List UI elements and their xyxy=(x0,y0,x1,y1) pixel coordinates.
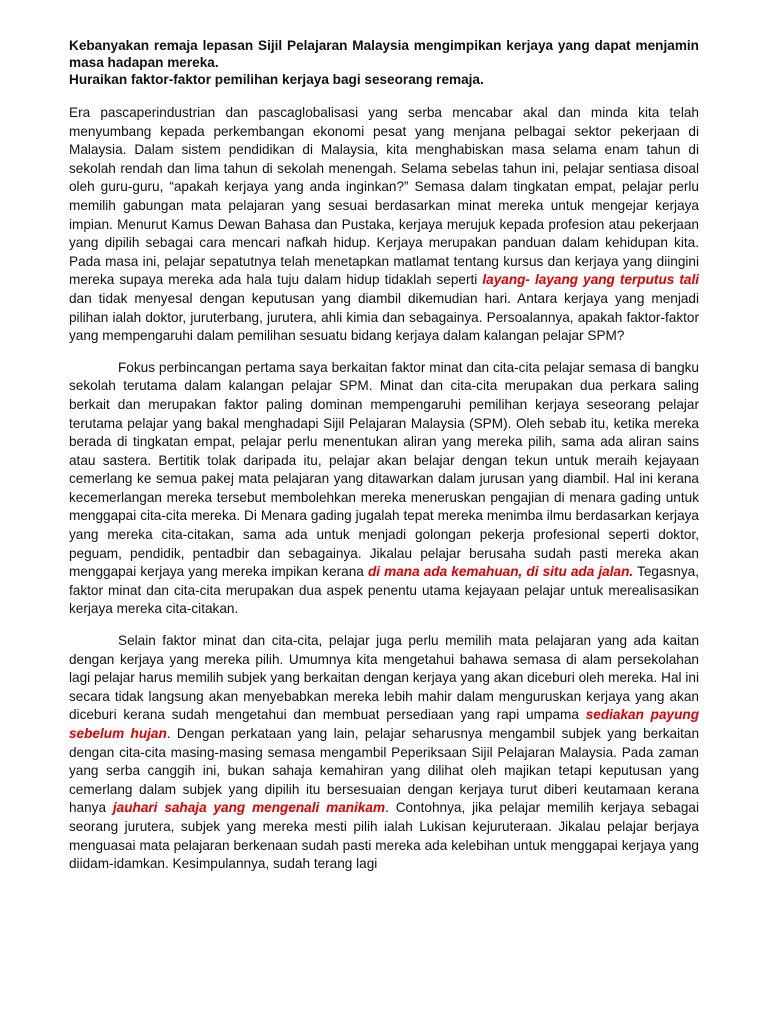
paragraph-text: . Contohnya, jika pelajar memilih kerjaya sebagai seorang jurutera, subjek yang mereka mesti pilih ialah Lukisan kejuruteraan. Jikalau pelajar berjaya menguasai mata pelajaran berkenaan sudah pasti mereka ada kelebihan untuk menggapai kerjaya yang diidam-idamkan. Kesimpulannya, sudah terang lagi xyxy=(69,800,699,872)
question-instruction: Huraikan faktor-faktor pemilihan kerjaya bagi seseorang remaja. xyxy=(69,72,484,88)
paragraph-text: Fokus perbincangan pertama saya berkaitan faktor minat dan cita-cita pelajar semasa di bangku sekolah terutama dalam kalangan pelajar SPM. Minat dan cita-cita merupakan dua perkara saling berkait dan merupakan faktor paling dominan mempengaruhi pemilihan kerjaya seseorang pelajar terutama pelajar yang bakal menghadapi Sijil Pelajaran Malaysia (SPM). Oleh sebab itu, ketika mereka berada di tingkatan empat, pelajar perlu menentukan aliran yang mereka pilih, sama ada aliran sains atau sastera. Bertitik tolak daripada itu, pelajar akan belajar dengan tekun untuk meraih kejayaan cemerlang ke semua pakej mata pelajaran yang ditawarkan dalam jurusan yang diambil. Hal ini kerana kecemerlangan mereka tersebut membolehkan mereka meneruskan pengajian di menara gading untuk menggapai cita-cita mereka. Di Menara gading jugalah tepat mereka menimba ilmu berdasarkan kerjaya yang mereka cita-citakan, sama ada untuk menjadi golongan pekerja profesional seperti doktor, peguam, pendidik, pentadbir dan sebagainya. Jikalau pelajar berusaha sudah pasti mereka akan menggapai kerjaya yang mereka impikan kerana xyxy=(69,359,699,580)
paragraph-text: . Dengan perkataan yang lain, pelajar seharusnya mengambil subjek yang berkaitan dengan cita-cita masing-masing semasa mengambil Peperiksaan Sijil Pelajaran Malaysia. Pada zaman yang serba canggih ini, bukan sahaja kemahiran yang dilihat oleh majikan tetapi keputusan yang cemerlang dalam subjek yang dipilih itu bersesuaian dengan kerjaya turut diberi keutamaan kerana hanya xyxy=(69,726,699,816)
essay-body xyxy=(69,104,699,887)
highlighted-proverb: jauhari sahaja yang mengenali manikam xyxy=(112,800,386,816)
paragraph-text: Tegasnya, faktor minat dan cita-cita merupakan dua aspek penentu utama kejayaan pelajar untuk merealisasikan kerjaya mereka cita-citakan. xyxy=(69,564,700,617)
essay-question xyxy=(69,37,699,89)
paragraph-point-one xyxy=(69,359,699,619)
paragraph-text: dan tidak menyesal dengan keputusan yang diambil dikemudian hari. Antara kerjaya yang menjadi pilihan ialah doktor, juruterbang, jurutera, ahli kimia dan sebagainya. Persoalannya, apakah faktor-faktor yang mempengaruhi dalam pemilihan sesuatu bidang kerjaya dalam kalangan pelajar SPM? xyxy=(69,290,699,344)
question-statement: Kebanyakan remaja lepasan Sijil Pelajaran Malaysia mengimpikan kerjaya yang dapat menjamin masa hadapan mereka. xyxy=(69,38,699,71)
highlighted-proverb: layang- layang yang terputus tali xyxy=(482,272,700,288)
highlighted-proverb: sediakan payung sebelum hujan xyxy=(69,707,700,741)
paragraph-text: Selain faktor minat dan cita-cita, pelajar juga perlu memilih mata pelajaran yang ada kaitan dengan kerjaya yang mereka pilih. Umumnya kita mengetahui bahawa semasa di alam persekolahan lagi pelajar harus memilih subjek yang berkaitan dengan kerjaya yang akan diceburi oleh mereka. Hal ini secara tidak langsung akan menyebabkan mereka lebih mahir dalam menguruskan kerjaya yang akan diceburi kerana sudah mengetahui dan membuat persediaan yang rapi umpama xyxy=(69,633,699,723)
paragraph-introduction xyxy=(69,104,699,346)
paragraph-point-two xyxy=(69,632,699,874)
highlighted-proverb: di mana ada kemahuan, di situ ada jalan. xyxy=(367,564,634,580)
paragraph-text: Era pascaperindustrian dan pascaglobalisasi yang serba mencabar akal dan minda kita telah menyumbang kepada perkembangan ekonomi pesat yang menjana pelbagai sektor pekerjaan di Malaysia. Dalam sistem pendidikan di Malaysia, kita menghabiskan masa selama enam tahun di sekolah rendah dan lima tahun di sekolah menengah. Selama sebelas tahun ini, pelajar sentiasa disoal oleh guru-guru, “apakah kerjaya yang anda inginkan?” Semasa dalam tingkatan empat, pelajar perlu memilih gabungan mata pelajaran yang sesuai berdasarkan minat mereka untuk mengejar kerjaya impian. Menurut Kamus Dewan Bahasa dan Pustaka, kerjaya merujuk kepada profesion atau pekerjaan yang dipilih sebagai cara mencari nafkah hidup. Kerjaya merupakan panduan dalam kehidupan kita. Pada masa ini, pelajar sepatutnya telah menetapkan matlamat tentang kursus dan kerjaya yang diingini mereka supaya mereka ada hala tuju dalam hidup tidaklah seperti xyxy=(69,105,699,288)
